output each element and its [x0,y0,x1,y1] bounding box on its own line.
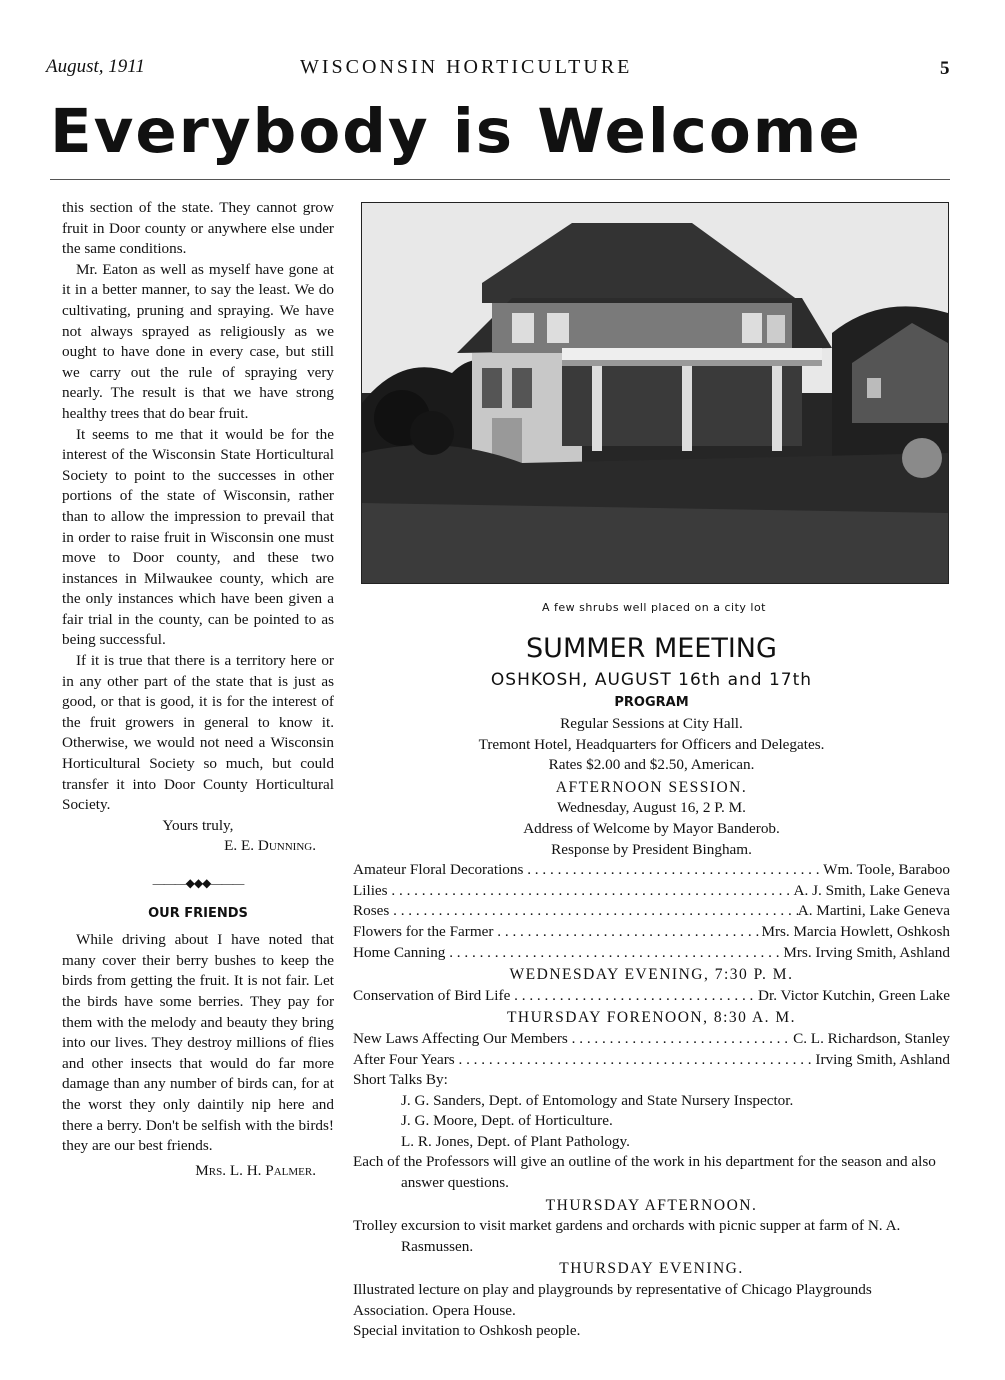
program-topic: Amateur Floral Decorations . . . [353,860,823,881]
house-photo [361,202,949,584]
program-topic: Roses . . . [353,901,798,922]
thursday-afternoon-heading: THURSDAY AFTERNOON. [545,1196,758,1214]
letter-signature: E. E. Dunning. [224,837,316,855]
meeting-title: SUMMER MEETING [526,633,777,664]
program-speaker: Wm. Toole, Baraboo [823,861,950,879]
letter-paragraph: If it is true that there is a territory here or in any other part of the state that is just as good, or that is good, it is for the interest of the fruit growers in general to know it. Otherwise, we would not need a Wisconsin Horticultural Society so much, but could transfer it into Door County Horticultural Society. [62,652,334,814]
page-number: 5 [940,58,950,79]
letter-paragraph: It seems to me that it would be for the interest of the Wisconsin State Horticultural Society to point to the successes in other portions of the state of Wisconsin, rather than to allow the impression to prevail that in order to raise fruit in Wisconsin one must move to Door county, and these two instances in Milwaukee county, which are the only instances which have been given a fair trial in the county, can be pointed to as being successful. [62,425,334,649]
thursday-evening-text: Illustrated lecture on play and playgrounds by representative of Chicago Playgrounds Association. Opera House. [353,1281,872,1319]
program-topic: Flowers for the Farmer . . . [353,922,761,943]
meeting-subtitle: OSHKOSH, AUGUST 16th and 17th [490,670,813,690]
program-item [353,860,950,881]
program-item [353,922,950,943]
thursday-forenoon-heading: THURSDAY FORENOON, 8:30 A. M. [506,1009,797,1027]
program-item [353,1029,950,1050]
afternoon-session-heading: AFTERNOON SESSION. [555,778,748,796]
house-photo-image [362,203,948,583]
short-talk: L. R. Jones, Dept. of Plant Pathology. [401,1132,630,1150]
session-line: Address of Welcome by Mayor Banderob. [523,819,780,837]
program-speaker: Mrs. Irving Smith, Ashland [783,943,950,961]
our-friends-text: While driving about I have noted that many cover their berry bushes to keep the birds from getting the fruit. It is not fair. Let the birds have some berries. They pay for them with the melody and beauty they bring into our lives. They destroy millions of flies and other insects that would do far more damage than any number of birds can, for at the worst they only daintily nip here and there a berry. Don't be selfish with the birds! they are our best friends. [62,931,334,1155]
letter-paragraph: Mr. Eaton as well as myself have gone at it in a better manner, to say the least. We do cultivating, pruning and spraying. We have not always sprayed as religiously as we ought to have done in every case, but still we carry out the rule of spraying very nearly. The result is that we have strong healthy trees that do bear fruit. [62,260,334,422]
page-headline: Everybody is Welcome [50,96,862,167]
special-invitation: Special invitation to Oshkosh people. [353,1322,581,1340]
program-speaker: A. J. Smith, Lake Geneva [793,881,950,899]
program-topic: After Four Years . . . [353,1050,815,1071]
program-topic: New Laws Affecting Our Members . . . [353,1029,793,1050]
program-speaker: Mrs. Marcia Howlett, Oshkosh [761,922,950,940]
magazine-title: WISCONSIN HORTICULTURE [300,56,633,78]
our-friends-signature: Mrs. L. H. Palmer. [195,1161,316,1179]
left-column [62,198,334,1181]
letter-closing: Yours truly, [162,816,234,834]
program-topic: Home Canning . . . [353,943,783,964]
session-line: Wednesday, August 16, 2 P. M. [557,799,746,817]
short-talk: J. G. Sanders, Dept. of Entomology and State Nursery Inspector. [401,1091,794,1109]
program-speaker: Irving Smith, Ashland [815,1050,950,1068]
thursday-evening-heading: THURSDAY EVENING. [559,1260,744,1278]
summer-meeting-program [353,626,950,1342]
ornament-divider: ———◆◆◆——— [152,876,244,890]
meeting-info: Rates $2.00 and $2.50, American. [548,756,755,774]
program-label: PROGRAM [614,695,689,710]
program-item [353,1050,950,1071]
program-item [353,881,950,902]
issue-date: August, 1911 [46,56,145,77]
photo-caption: A few shrubs well placed on a city lot [542,601,766,614]
program-topic: Conservation of Bird Life . . . [353,986,758,1007]
meeting-info: Tremont Hotel, Headquarters for Officers and Delegates. [478,735,825,753]
program-item [353,901,950,922]
thursday-afternoon-text: Trolley excursion to visit market gardens and orchards with picnic supper at farm of N. A. Rasmussen. [353,1217,901,1255]
program-speaker: Dr. Victor Kutchin, Green Lake [758,986,950,1004]
program-item [353,986,950,1007]
headline-rule [50,179,950,180]
program-speaker: A. Martini, Lake Geneva [797,902,950,920]
short-talk: J. G. Moore, Dept. of Horticulture. [401,1112,613,1130]
meeting-info: Regular Sessions at City Hall. [560,715,743,732]
program-topic: Lilies . . . [353,881,794,902]
wednesday-evening-heading: WEDNESDAY EVENING, 7:30 P. M. [509,966,794,984]
short-talks-label: Short Talks By: [353,1071,448,1089]
program-item [353,943,950,964]
professors-note: Each of the Professors will give an outline of the work in his department for the season and also answer questions. [353,1153,936,1192]
session-line: Response by President Bingham. [551,840,752,858]
program-speaker: C. L. Richardson, Stanley [793,1029,950,1047]
our-friends-title: OUR FRIENDS [148,905,248,921]
letter-paragraph: this section of the state. They cannot grow fruit in Door county or anywhere else under the same conditions. [62,199,334,258]
